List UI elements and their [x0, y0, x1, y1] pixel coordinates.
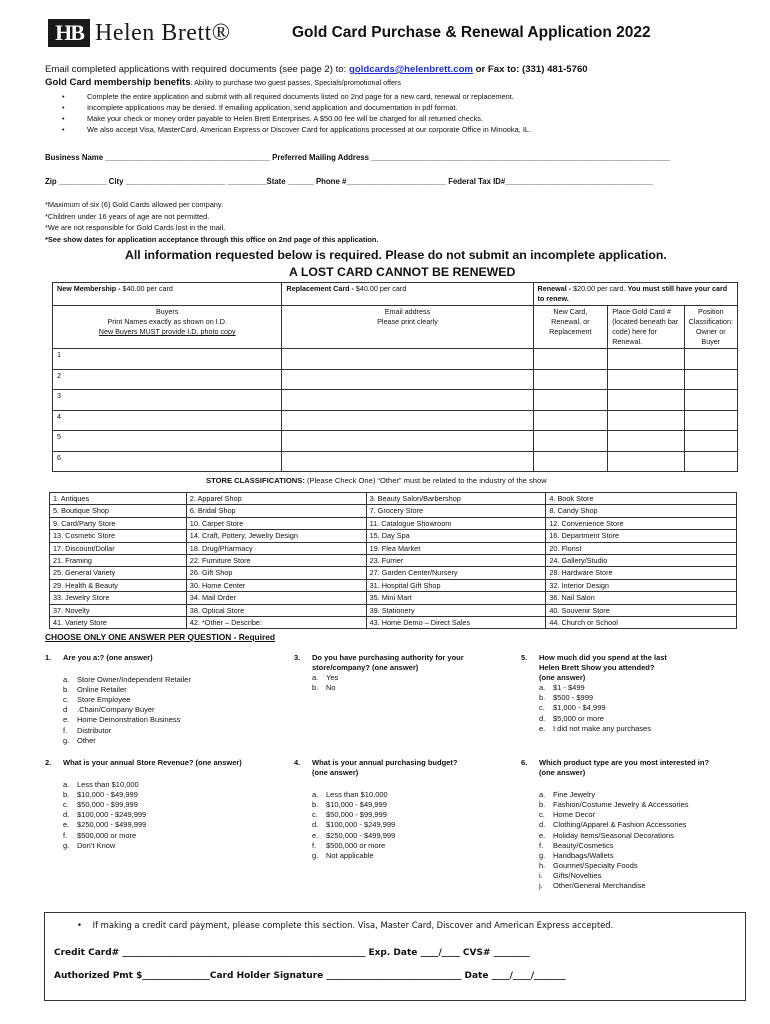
answer-option[interactable]: b. No: [312, 683, 336, 693]
answer-option[interactable]: d. $5,000 or more: [539, 713, 604, 723]
answer-option[interactable]: d. $100,000 - $249,999: [63, 810, 147, 820]
buyer-position-cell[interactable]: [684, 410, 737, 431]
buyer-email-cell[interactable]: [282, 451, 533, 472]
store-row: [50, 530, 737, 542]
store-option[interactable]: 7. Grocery Store: [366, 505, 546, 517]
answer-option[interactable]: a. Yes: [312, 673, 339, 683]
store-option[interactable]: 41. Variety Store: [50, 617, 187, 629]
question-number: 3.: [294, 653, 301, 662]
answer-option[interactable]: g. Other: [63, 735, 96, 745]
store-option[interactable]: 21. Framing: [50, 555, 187, 567]
question-number: 4.: [294, 758, 301, 767]
buyer-row-number: 3: [53, 390, 282, 411]
answer-option[interactable]: a. Fine Jewelry: [539, 790, 596, 800]
store-option[interactable]: 38. Optical Store: [186, 604, 366, 616]
buyer-row: [53, 410, 738, 431]
question-text: (one answer): [539, 673, 586, 683]
question-text: (one answer): [312, 768, 359, 778]
answer-option[interactable]: f. Distributor: [63, 725, 112, 735]
notes: [45, 199, 378, 245]
store-row: [50, 542, 737, 554]
buyer-position-cell[interactable]: [684, 390, 737, 411]
answer-option[interactable]: c. Store Employee: [63, 695, 131, 705]
store-row: [50, 592, 737, 604]
store-classifications-label: STORE CLASSIFICATIONS: (Please Check One) “Other” must be related to the industry of the show: [206, 476, 547, 485]
question-text: 3. Do you have purchasing authority for your: [294, 653, 464, 662]
store-option[interactable]: 28. Hardware Store: [546, 567, 737, 579]
store-row: [50, 567, 737, 579]
question-1: [45, 653, 191, 746]
store-option[interactable]: 17. Discount/Dollar: [50, 542, 187, 554]
store-option[interactable]: 40. Souvenir Store: [546, 604, 737, 616]
note: *See show dates for application acceptance through this office on 2nd page of this application.: [45, 234, 379, 244]
question-text: 5. How much did you spend at the last: [521, 653, 667, 662]
buyer-type-cell[interactable]: [533, 390, 608, 411]
store-option[interactable]: 42. *Other – Describe:: [186, 617, 366, 629]
logo-text: Helen Brett®: [95, 20, 231, 46]
store-option[interactable]: 18. Drug/Pharmacy: [186, 542, 366, 554]
note: *Maximum of six (6) Gold Cards allowed per company.: [45, 200, 224, 209]
store-option[interactable]: 34. Mail Order: [186, 592, 366, 604]
answer-option[interactable]: e. Holiday Items/Seasonal Decorations: [539, 830, 674, 840]
question-text: 4. What is your annual purchasing budget?: [294, 758, 458, 767]
store-option[interactable]: 6. Bridal Shop: [186, 505, 366, 517]
store-row: [50, 493, 737, 505]
buyer-row-number: 5: [53, 431, 282, 452]
answer-option[interactable]: a. Store Owner/Independent Retailer: [63, 675, 191, 685]
card-type-header: New Card, Renewal, or Replacement: [533, 306, 608, 349]
question-number: 2.: [45, 758, 52, 767]
buyer-type-cell[interactable]: [533, 451, 608, 472]
benefits-label: Gold Card membership benefits: [45, 77, 191, 88]
store-option[interactable]: 32. Interior Design: [546, 579, 737, 591]
store-option[interactable]: 36. Nail Salon: [546, 592, 737, 604]
renewal-cell: Renewal - $20.00 per card. You must still have your card to renew.: [533, 283, 737, 306]
buyers-header: Buyers Print Names exactly as shown on I.D. New Buyers MUST provide I.D. photo copy: [53, 306, 282, 349]
note: *Children under 16 years of age are not permitted.: [45, 211, 210, 221]
buyer-email-cell[interactable]: [282, 390, 533, 411]
answer-option[interactable]: b. Online Retailer: [63, 685, 127, 695]
email-header: Email address Please print clearly: [282, 306, 533, 349]
store-option[interactable]: 25. General Variety: [50, 567, 187, 579]
store-option[interactable]: 19. Flea Market: [366, 542, 546, 554]
question-text: Helen Brett Show you attended?: [539, 663, 655, 673]
answer-option[interactable]: d .Chain/Company Buyer: [63, 705, 155, 715]
buyer-row-number: 1: [53, 349, 282, 370]
buyer-position-cell[interactable]: [684, 369, 737, 390]
answer-option[interactable]: g. Don’t Know: [63, 840, 116, 850]
buyer-row-number: 6: [53, 451, 282, 472]
store-classifications-table: [49, 492, 737, 629]
answer-option[interactable]: b. $10,000 - $49,999: [63, 790, 138, 800]
buyer-card-cell[interactable]: [608, 410, 684, 431]
buyer-row-number: 4: [53, 410, 282, 431]
lost-card-headline: A LOST CARD CANNOT BE RENEWED: [289, 265, 516, 279]
new-membership-cell: New Membership - $40.00 per card: [53, 283, 282, 306]
store-option[interactable]: 4. Book Store: [546, 493, 737, 505]
store-option[interactable]: 27. Garden Center/Nursery: [366, 567, 546, 579]
store-option[interactable]: 9. Card/Party Store: [50, 517, 187, 529]
authorization-fields[interactable]: Authorized Pmt $_______________Card Holder Signature ______________________________ Date ____/____/_______: [54, 971, 566, 981]
buyer-position-cell[interactable]: [684, 451, 737, 472]
store-option[interactable]: 23. Furrier: [366, 555, 546, 567]
answer-option[interactable]: i. Gifts/Novelties: [539, 870, 602, 880]
email-instructions: [45, 64, 588, 75]
email-text: Email completed applications with required documents (see page 2) to:: [45, 64, 347, 75]
answer-option[interactable]: j. Other/General Merchandise: [539, 881, 646, 891]
question-6: [521, 758, 709, 891]
buyer-type-cell[interactable]: [533, 369, 608, 390]
store-option[interactable]: 22. Furniture Store: [186, 555, 366, 567]
store-option[interactable]: 2. Apparel Shop: [186, 493, 366, 505]
column-header-row: [53, 306, 738, 349]
answer-option[interactable]: c. Home Decor: [539, 810, 596, 820]
buyer-position-cell[interactable]: [684, 349, 737, 370]
buyer-row: [53, 451, 738, 472]
question-5: [521, 653, 667, 734]
store-option[interactable]: 43. Home Demo – Direct Sales: [366, 617, 546, 629]
store-option[interactable]: 35. Mini Mart: [366, 592, 546, 604]
buyer-row: [53, 349, 738, 370]
buyer-row: [53, 390, 738, 411]
store-option[interactable]: 37. Novelty: [50, 604, 187, 616]
answer-option[interactable]: d. Clothing/Apparel & Fashion Accessories: [539, 820, 687, 830]
answer-option[interactable]: b. Fashion/Costume Jewelry & Accessories: [539, 800, 689, 810]
buyer-card-cell[interactable]: [608, 431, 684, 452]
store-row: [50, 517, 737, 529]
buyer-card-cell[interactable]: [608, 390, 684, 411]
answer-option[interactable]: b. $500 - $999: [539, 693, 594, 703]
buyer-type-cell[interactable]: [533, 410, 608, 431]
question-number: 6.: [521, 758, 528, 767]
instructions-list: [62, 91, 531, 135]
buyer-email-cell[interactable]: [282, 349, 533, 370]
benefits-line: [45, 77, 401, 88]
store-option[interactable]: 20. Florist: [546, 542, 737, 554]
page-title: Gold Card Purchase & Renewal Application 2022: [292, 24, 651, 41]
store-option[interactable]: 33. Jewelry Store: [50, 592, 187, 604]
pricing-row: [53, 283, 738, 306]
instruction-item: • Complete the entire application and submit with all required documents listed on 2nd page for a new card, renewal or replacement.: [62, 91, 531, 102]
question-text: (one answer): [539, 768, 586, 778]
answer-option[interactable]: h. Gourmet/Specialty Foods: [539, 860, 638, 870]
store-row: [50, 505, 737, 517]
store-option[interactable]: 5. Boutique Shop: [50, 505, 187, 517]
fax-text: or Fax to: (331) 481-5760: [475, 64, 588, 75]
question-4: [294, 758, 457, 861]
store-option[interactable]: 29. Health & Beauty: [50, 579, 187, 591]
store-option[interactable]: 14. Craft, Pottery, Jewelry Design: [186, 530, 366, 542]
question-text: 2. What is your annual Store Revenue? (one answer): [45, 758, 242, 767]
answer-option[interactable]: e. $250,000 - $499,999: [312, 830, 396, 840]
store-option[interactable]: 3. Beauty Salon/Barbershop: [366, 493, 546, 505]
store-option[interactable]: 1. Antiques: [50, 493, 187, 505]
answer-option[interactable]: f. $500,000 or more: [63, 830, 137, 840]
credit-card-fields[interactable]: Credit Card# ______________________________________________________ Exp. Date ____/____ CVS# ________: [54, 948, 530, 958]
gold-card-number-header: Place Gold Card # (located beneath bar code) here for Renewal.: [608, 306, 684, 349]
info-required-headline: All information requested below is required. Please do not submit an incomplete application.: [125, 248, 667, 262]
buyer-type-cell[interactable]: [533, 349, 608, 370]
buyer-card-cell[interactable]: [608, 369, 684, 390]
answer-option[interactable]: f. $500,000 or more: [312, 840, 386, 850]
store-option[interactable]: 16. Department Store: [546, 530, 737, 542]
position-header: Position Classification: Owner or Buyer: [684, 306, 737, 349]
replacement-cell: Replacement Card - $40.00 per card: [282, 283, 533, 306]
store-option[interactable]: 15. Day Spa: [366, 530, 546, 542]
answer-option[interactable]: e. Home Demonstration Business: [63, 715, 181, 725]
logo-mark: HB: [48, 19, 90, 47]
payment-note: • If making a credit card payment, please complete this section. Visa, Master Card, Discover and American Express accepted.: [77, 920, 614, 930]
buyer-row: [53, 431, 738, 452]
contact-fields[interactable]: Zip ___________ City _______________________ _________State ______ Phone #_______________________ Federal Tax ID#__________________________________: [45, 177, 653, 186]
buyer-position-cell[interactable]: [684, 431, 737, 452]
buyer-email-cell[interactable]: [282, 369, 533, 390]
answer-option[interactable]: b. $10,000 - $49,999: [312, 800, 387, 810]
question-text: store/company? (one answer): [312, 663, 419, 673]
buyer-card-cell[interactable]: [608, 349, 684, 370]
store-row: [50, 555, 737, 567]
answer-option[interactable]: e. I did not make any purchases: [539, 723, 651, 733]
answer-option[interactable]: c. $50,000 - $99,999: [312, 810, 387, 820]
question-3: [294, 653, 464, 693]
answer-option[interactable]: a. Less than $10,000: [312, 790, 388, 800]
store-option[interactable]: 10. Carpet Store: [186, 517, 366, 529]
business-address-fields[interactable]: Business Name ______________________________________ Preferred Mailing Address _____________________________________________________________________: [45, 153, 671, 162]
store-row: [50, 617, 737, 629]
instruction-item: • Incomplete applications may be denied. If emailing application, send application and documentation in pdf format.: [62, 102, 531, 113]
buyer-email-cell[interactable]: [282, 431, 533, 452]
answer-option[interactable]: f. Beauty/Cosmetics: [539, 840, 614, 850]
question-text: 1. Are you a:? (one answer): [45, 653, 153, 662]
store-option[interactable]: 8. Candy Shop: [546, 505, 737, 517]
answer-option[interactable]: g. Not applicable: [312, 850, 374, 860]
store-option[interactable]: 24. Gallery/Studio: [546, 555, 737, 567]
answer-option[interactable]: e. $250,000 - $499,999: [63, 820, 147, 830]
buyer-row-number: 2: [53, 369, 282, 390]
store-option[interactable]: 31. Hospital Gift Shop: [366, 579, 546, 591]
answer-option[interactable]: a. $1 - $499: [539, 683, 585, 693]
answer-option[interactable]: c. $1,000 - $4,999: [539, 703, 606, 713]
answer-option[interactable]: a. Less than $10,000: [63, 780, 139, 790]
store-option[interactable]: 30. Home Center: [186, 579, 366, 591]
instruction-item: • We also accept Visa, MasterCard, American Express or Discover Card for applications processed at our corporate Office in Minooka, IL.: [62, 124, 531, 135]
store-option[interactable]: 26. Gift Shop: [186, 567, 366, 579]
answer-option[interactable]: c. $50,000 - $99,999: [63, 800, 138, 810]
store-option[interactable]: 39. Stationery: [366, 604, 546, 616]
buyer-card-cell[interactable]: [608, 451, 684, 472]
store-option[interactable]: 12. Convenience Store: [546, 517, 737, 529]
question-number: 1.: [45, 653, 52, 662]
answer-option[interactable]: d. $100,000 - $249,999: [312, 820, 396, 830]
benefits-text: : Ability to purchase two guest passes, Specials/promotional offers: [190, 78, 401, 87]
question-number: 5.: [521, 653, 528, 662]
store-option[interactable]: 13. Cosmetic Store: [50, 530, 187, 542]
buyer-row: [53, 369, 738, 390]
email-link[interactable]: goldcards@helenbrett.com: [348, 64, 473, 75]
note: *We are not responsible for Gold Cards lost in the mail.: [45, 223, 226, 232]
buyer-email-cell[interactable]: [282, 410, 533, 431]
question-text: 6. Which product type are you most interested in?: [521, 758, 710, 767]
store-row: [50, 579, 737, 591]
buyers-table: [52, 282, 738, 472]
instruction-item: • Make your check or money order payable to Helen Brett Enterprises. A $50.00 fee will be charged for all returned checks.: [62, 113, 531, 124]
store-row: [50, 604, 737, 616]
questions-heading: CHOOSE ONLY ONE ANSWER PER QUESTION - Required: [45, 632, 276, 642]
buyer-type-cell[interactable]: [533, 431, 608, 452]
answer-option[interactable]: g. Handbags/Wallets: [539, 850, 614, 860]
store-option[interactable]: 44. Church or School: [546, 617, 737, 629]
store-option[interactable]: 11. Catalogue Showroom: [366, 517, 546, 529]
question-2: [45, 758, 242, 851]
